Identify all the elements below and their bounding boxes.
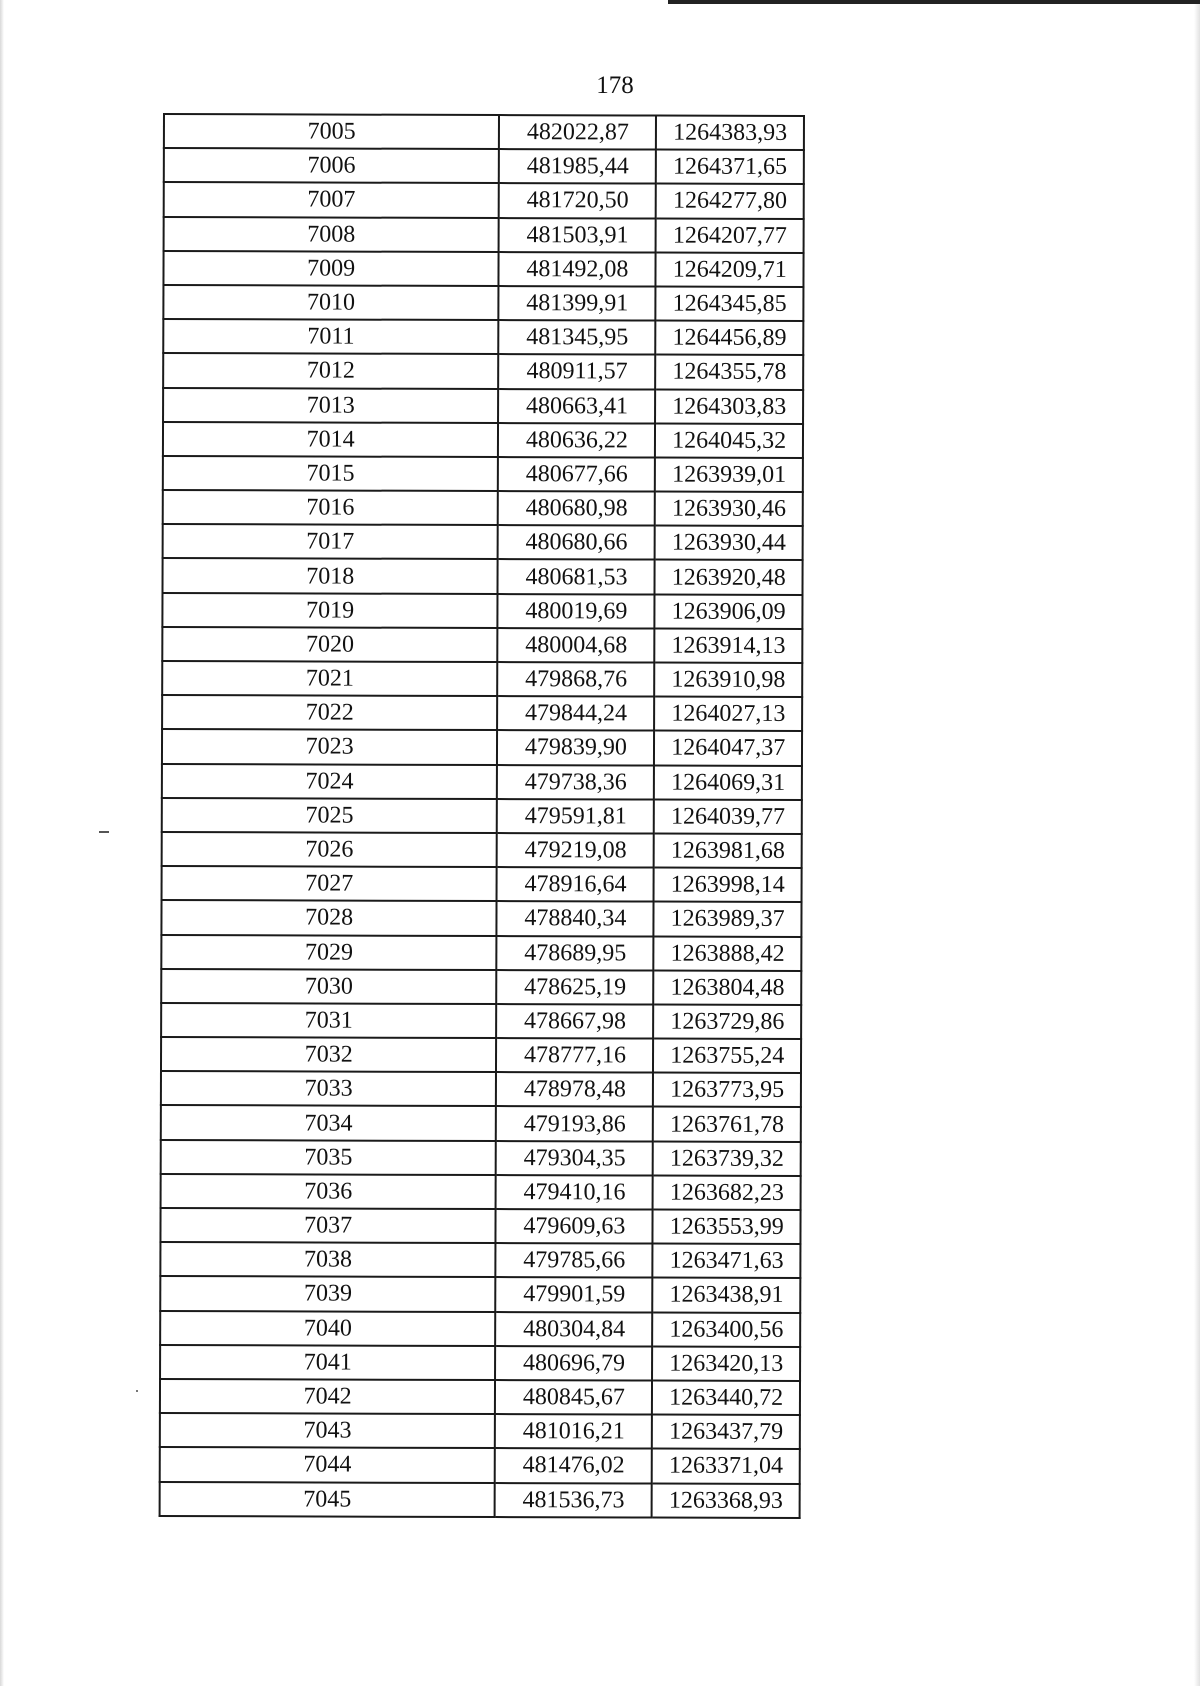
x-coordinate-cell: 479839,90	[497, 730, 654, 765]
table-row	[163, 490, 803, 526]
point-number-cell: 7018	[162, 558, 497, 593]
y-coordinate-cell: 1263998,14	[654, 868, 802, 903]
x-coordinate-cell: 481503,91	[499, 218, 656, 253]
y-coordinate-cell: 1263804,48	[654, 970, 802, 1005]
y-coordinate-cell: 1263989,37	[654, 902, 802, 937]
y-coordinate-cell: 1264045,32	[655, 423, 803, 458]
margin-dash-mark	[99, 831, 109, 833]
x-coordinate-cell: 481016,21	[495, 1414, 652, 1449]
point-number-cell: 7014	[163, 422, 498, 457]
table-row	[162, 593, 802, 629]
point-number-cell: 7009	[163, 251, 498, 286]
point-number-cell: 7019	[162, 593, 497, 628]
point-number-cell: 7031	[161, 1003, 496, 1038]
point-number-cell: 7020	[162, 627, 497, 662]
y-coordinate-cell: 1264069,31	[654, 765, 802, 800]
x-coordinate-cell: 479193,86	[496, 1106, 653, 1141]
y-coordinate-cell: 1263906,09	[655, 594, 803, 629]
x-coordinate-cell: 478777,16	[496, 1038, 653, 1073]
table-row	[160, 1311, 800, 1347]
point-number-cell: 7041	[160, 1345, 495, 1380]
point-number-cell: 7043	[160, 1413, 495, 1448]
point-number-cell: 7044	[160, 1447, 495, 1482]
table-row	[163, 251, 803, 287]
x-coordinate-cell: 479304,35	[496, 1141, 653, 1176]
x-coordinate-cell: 480680,66	[498, 525, 655, 560]
point-number-cell: 7040	[160, 1311, 495, 1346]
table-row	[163, 319, 803, 355]
y-coordinate-cell: 1264371,65	[656, 150, 804, 185]
table-row	[164, 148, 804, 184]
table-row	[164, 182, 804, 218]
y-coordinate-cell: 1264277,80	[656, 184, 804, 219]
point-number-cell: 7028	[161, 900, 496, 935]
point-number-cell: 7037	[160, 1208, 495, 1243]
y-coordinate-cell: 1264303,83	[656, 389, 804, 424]
point-number-cell: 7015	[163, 456, 498, 491]
table-row	[163, 422, 803, 458]
y-coordinate-cell: 1263930,44	[655, 526, 803, 561]
point-number-cell: 7007	[164, 182, 499, 217]
y-coordinate-cell: 1263914,13	[655, 628, 803, 663]
table-row	[161, 1140, 801, 1176]
y-coordinate-cell: 1263920,48	[655, 560, 803, 595]
table-row	[163, 388, 803, 424]
margin-dot-mark	[136, 1390, 138, 1392]
table-row	[161, 1174, 801, 1210]
y-coordinate-cell: 1263729,86	[654, 1004, 802, 1039]
y-coordinate-cell: 1263755,24	[653, 1039, 801, 1074]
point-number-cell: 7027	[162, 866, 497, 901]
x-coordinate-cell: 480696,79	[495, 1346, 652, 1381]
x-coordinate-cell: 481985,44	[499, 149, 656, 184]
point-number-cell: 7030	[161, 969, 496, 1004]
x-coordinate-cell: 481720,50	[499, 183, 656, 218]
y-coordinate-cell: 1263739,32	[653, 1141, 801, 1176]
coordinates-table	[159, 113, 805, 1519]
x-coordinate-cell: 479844,24	[497, 696, 654, 731]
x-coordinate-cell: 479785,66	[496, 1243, 653, 1278]
point-number-cell: 7011	[163, 319, 498, 354]
y-coordinate-cell: 1264355,78	[656, 355, 804, 390]
y-coordinate-cell: 1263682,23	[653, 1175, 801, 1210]
point-number-cell: 7033	[161, 1071, 496, 1106]
x-coordinate-cell: 478667,98	[496, 1004, 653, 1039]
table-row	[160, 1208, 800, 1244]
table-row	[162, 832, 802, 868]
point-number-cell: 7039	[160, 1276, 495, 1311]
y-coordinate-cell: 1263371,04	[652, 1449, 800, 1484]
y-coordinate-cell: 1264039,77	[654, 799, 802, 834]
point-number-cell: 7026	[162, 832, 497, 867]
table-row	[162, 661, 802, 697]
y-coordinate-cell: 1264456,89	[656, 321, 804, 356]
y-coordinate-cell: 1264027,13	[655, 697, 803, 732]
y-coordinate-cell: 1263773,95	[653, 1073, 801, 1108]
point-number-cell: 7016	[163, 490, 498, 525]
y-coordinate-cell: 1263368,93	[652, 1483, 800, 1518]
y-coordinate-cell: 1263440,72	[652, 1380, 800, 1415]
x-coordinate-cell: 480636,22	[498, 423, 655, 458]
table-row	[162, 866, 802, 902]
table-row	[160, 1413, 800, 1449]
y-coordinate-cell: 1263438,91	[653, 1278, 801, 1313]
y-coordinate-cell: 1264047,37	[654, 731, 802, 766]
table-row	[163, 285, 803, 321]
table-row	[160, 1447, 800, 1483]
x-coordinate-cell: 478689,95	[497, 936, 654, 971]
table-row	[164, 114, 804, 150]
scan-edge-left	[0, 0, 4, 1686]
y-coordinate-cell: 1264207,77	[656, 218, 804, 253]
table-row	[162, 729, 802, 765]
point-number-cell: 7045	[160, 1481, 495, 1516]
point-number-cell: 7017	[163, 524, 498, 559]
table-row	[161, 1037, 801, 1073]
x-coordinate-cell: 480911,57	[498, 354, 655, 389]
y-coordinate-cell: 1263437,79	[652, 1415, 800, 1450]
table-row	[161, 900, 801, 936]
table-row	[162, 798, 802, 834]
table-row	[161, 934, 801, 970]
x-coordinate-cell: 481536,73	[495, 1483, 652, 1518]
table-row	[160, 1379, 800, 1415]
point-number-cell: 7024	[162, 764, 497, 799]
top-rule	[668, 0, 1200, 4]
x-coordinate-cell: 480004,68	[498, 628, 655, 663]
table-row	[162, 764, 802, 800]
y-coordinate-cell: 1263420,13	[653, 1346, 801, 1381]
point-number-cell: 7010	[163, 285, 498, 320]
table-row	[164, 217, 804, 253]
x-coordinate-cell: 480663,41	[498, 389, 655, 424]
table-row	[162, 695, 802, 731]
x-coordinate-cell: 481492,08	[499, 252, 656, 287]
point-number-cell: 7042	[160, 1379, 495, 1414]
y-coordinate-cell: 1263471,63	[653, 1244, 801, 1279]
x-coordinate-cell: 479609,63	[496, 1209, 653, 1244]
x-coordinate-cell: 480677,66	[498, 457, 655, 492]
x-coordinate-cell: 480019,69	[498, 594, 655, 629]
scan-edge-right	[1194, 0, 1200, 1686]
y-coordinate-cell: 1263400,56	[653, 1312, 801, 1347]
point-number-cell: 7022	[162, 695, 497, 730]
x-coordinate-cell: 480680,98	[498, 491, 655, 526]
x-coordinate-cell: 480304,84	[495, 1312, 652, 1347]
point-number-cell: 7029	[161, 934, 496, 969]
table-row	[161, 1105, 801, 1141]
table-row	[160, 1481, 800, 1517]
page-number: 178	[596, 72, 634, 99]
y-coordinate-cell: 1263939,01	[655, 457, 803, 492]
x-coordinate-cell: 481476,02	[495, 1448, 652, 1483]
y-coordinate-cell: 1263761,78	[653, 1107, 801, 1142]
x-coordinate-cell: 480845,67	[495, 1380, 652, 1415]
point-number-cell: 7038	[160, 1242, 495, 1277]
y-coordinate-cell: 1264383,93	[656, 116, 804, 151]
point-number-cell: 7013	[163, 388, 498, 423]
point-number-cell: 7006	[164, 148, 499, 183]
x-coordinate-cell: 478978,48	[496, 1072, 653, 1107]
point-number-cell: 7005	[164, 114, 499, 149]
x-coordinate-cell: 481345,95	[499, 320, 656, 355]
table-row	[163, 524, 803, 560]
table-row	[160, 1345, 800, 1381]
x-coordinate-cell: 479738,36	[497, 765, 654, 800]
point-number-cell: 7032	[161, 1037, 496, 1072]
table-row	[163, 456, 803, 492]
x-coordinate-cell: 479901,59	[496, 1277, 653, 1312]
point-number-cell: 7036	[161, 1174, 496, 1209]
x-coordinate-cell: 478916,64	[497, 867, 654, 902]
table-row	[161, 1071, 801, 1107]
table-row	[163, 353, 803, 389]
point-number-cell: 7025	[162, 798, 497, 833]
point-number-cell: 7008	[164, 217, 499, 252]
point-number-cell: 7034	[161, 1105, 496, 1140]
coordinates-table-body	[160, 114, 804, 1518]
point-number-cell: 7035	[161, 1140, 496, 1175]
point-number-cell: 7012	[163, 353, 498, 388]
x-coordinate-cell: 479410,16	[496, 1175, 653, 1210]
x-coordinate-cell: 479219,08	[497, 833, 654, 868]
table-row	[160, 1242, 800, 1278]
x-coordinate-cell: 480681,53	[498, 559, 655, 594]
y-coordinate-cell: 1263553,99	[653, 1210, 801, 1245]
y-coordinate-cell: 1263888,42	[654, 936, 802, 971]
y-coordinate-cell: 1263981,68	[654, 833, 802, 868]
table-row	[161, 1003, 801, 1039]
x-coordinate-cell: 479591,81	[497, 799, 654, 834]
table-row	[160, 1276, 800, 1312]
table-row	[161, 969, 801, 1005]
table-row	[162, 627, 802, 663]
point-number-cell: 7021	[162, 661, 497, 696]
x-coordinate-cell: 478625,19	[497, 970, 654, 1005]
x-coordinate-cell: 481399,91	[499, 286, 656, 321]
x-coordinate-cell: 482022,87	[499, 115, 656, 150]
table-row	[162, 558, 802, 594]
y-coordinate-cell: 1263910,98	[655, 663, 803, 698]
x-coordinate-cell: 478840,34	[497, 901, 654, 936]
x-coordinate-cell: 479868,76	[498, 662, 655, 697]
point-number-cell: 7023	[162, 729, 497, 764]
y-coordinate-cell: 1264209,71	[656, 252, 804, 287]
y-coordinate-cell: 1263930,46	[655, 492, 803, 527]
y-coordinate-cell: 1264345,85	[656, 286, 804, 321]
